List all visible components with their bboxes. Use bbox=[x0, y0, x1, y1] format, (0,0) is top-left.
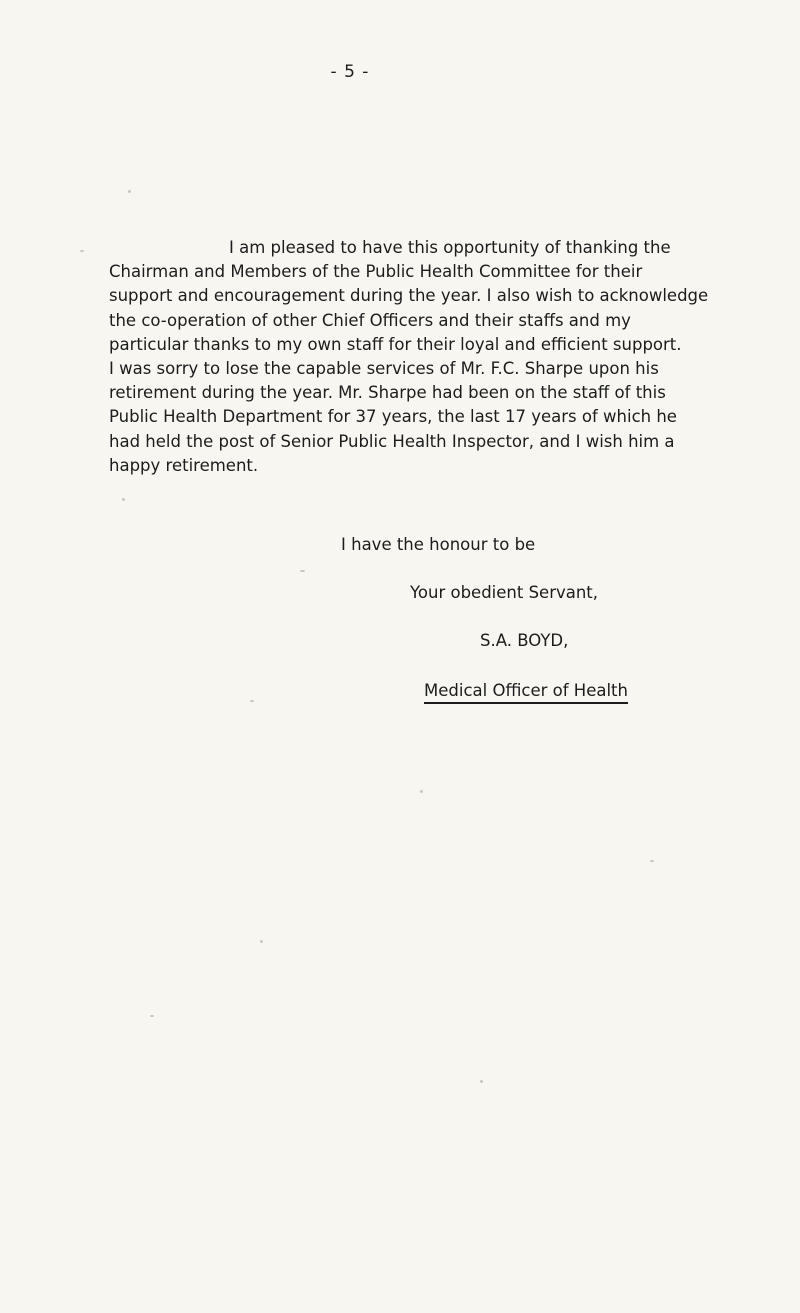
paragraph-line: I was sorry to lose the capable services of Mr. F.C. Sharpe upon his bbox=[109, 359, 659, 379]
paper-speck bbox=[260, 940, 263, 943]
paragraph-line: Chairman and Members of the Public Health Committee for their bbox=[109, 262, 643, 282]
signatory-title: Medical Officer of Health bbox=[424, 681, 628, 704]
paragraph-line: retirement during the year. Mr. Sharpe had been on the staff of this bbox=[109, 383, 666, 403]
paper-speck bbox=[650, 860, 654, 862]
paper-speck bbox=[250, 700, 254, 702]
salutation: Your obedient Servant, bbox=[410, 583, 599, 602]
paragraph-line: support and encouragement during the year. I also wish to acknowledge bbox=[109, 286, 709, 306]
paper-speck bbox=[480, 1080, 483, 1083]
paper-speck bbox=[128, 190, 131, 193]
paragraph-line: particular thanks to my own staff for their loyal and efficient support. bbox=[109, 334, 682, 354]
paper-speck bbox=[300, 570, 305, 572]
paragraph-line: Public Health Department for 37 years, the last 17 years of which he bbox=[109, 407, 677, 427]
paragraph-line: happy retirement. bbox=[109, 455, 259, 475]
closing-phrase: I have the honour to be bbox=[341, 535, 536, 554]
paragraph-line: I am pleased to have this opportunity of thanking the bbox=[229, 238, 671, 257]
paragraph-line: the co-operation of other Chief Officers and their staffs and my bbox=[109, 310, 631, 330]
paper-speck bbox=[122, 498, 125, 501]
letter-paragraph bbox=[109, 236, 719, 478]
signatory-name: S.A. BOYD, bbox=[480, 631, 569, 650]
paragraph-line: had held the post of Senior Public Health Inspector, and I wish him a bbox=[109, 431, 675, 451]
paper-speck bbox=[80, 250, 84, 252]
paper-speck bbox=[150, 1015, 154, 1017]
paper-speck bbox=[420, 790, 423, 793]
page-number: - 5 - bbox=[330, 62, 370, 82]
